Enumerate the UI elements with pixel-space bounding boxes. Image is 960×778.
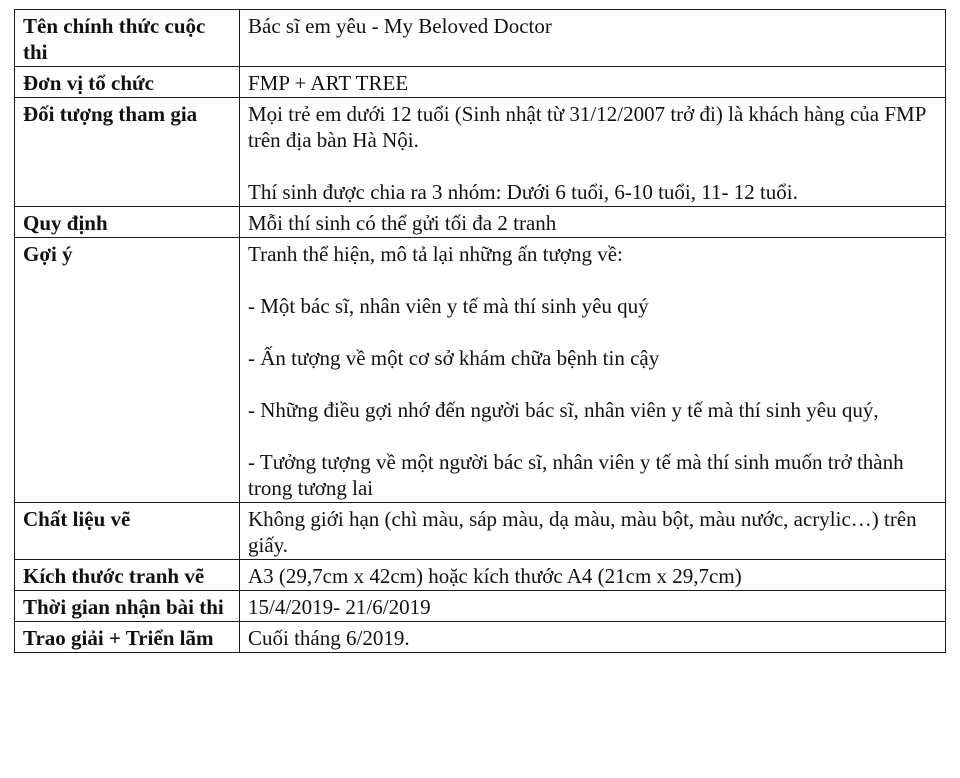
table-row [15, 67, 946, 98]
table-row [15, 622, 946, 653]
value-paragraph: - Một bác sĩ, nhân viên y tế mà thí sinh yêu quý [248, 294, 649, 318]
row-label: Đối tượng tham gia [15, 98, 240, 207]
row-value [240, 207, 946, 238]
table-row [15, 10, 946, 67]
row-label: Chất liệu vẽ [15, 503, 240, 560]
table-row [15, 98, 946, 207]
value-paragraph: Không giới hạn (chì màu, sáp màu, dạ màu, màu bột, màu nước, acrylic…) trên giấy. [248, 507, 917, 557]
value-paragraph: Thí sinh được chia ra 3 nhóm: Dưới 6 tuổi, 6-10 tuổi, 11- 12 tuổi. [248, 180, 798, 204]
contest-info-document [14, 9, 946, 653]
row-value [240, 10, 946, 67]
row-value [240, 238, 946, 503]
value-paragraph: Bác sĩ em yêu - My Beloved Doctor [248, 14, 552, 38]
table-row [15, 591, 946, 622]
row-label: Trao giải + Triển lãm [15, 622, 240, 653]
table-row [15, 560, 946, 591]
row-value [240, 67, 946, 98]
value-paragraph: Tranh thể hiện, mô tả lại những ấn tượng về: [248, 242, 623, 266]
row-value [240, 560, 946, 591]
table-row [15, 207, 946, 238]
table-row [15, 238, 946, 503]
value-paragraph: Cuối tháng 6/2019. [248, 626, 410, 650]
table-row [15, 503, 946, 560]
value-paragraph: Mỗi thí sinh có thể gửi tối đa 2 tranh [248, 211, 557, 235]
row-label: Đơn vị tổ chức [15, 67, 240, 98]
row-value [240, 98, 946, 207]
row-label: Quy định [15, 207, 240, 238]
row-label: Thời gian nhận bài thi [15, 591, 240, 622]
value-paragraph: - Những điều gợi nhớ đến người bác sĩ, nhân viên y tế mà thí sinh yêu quý, [248, 398, 879, 422]
row-label: Gợi ý [15, 238, 240, 503]
row-value [240, 591, 946, 622]
row-value [240, 503, 946, 560]
value-paragraph: FMP + ART TREE [248, 71, 409, 95]
value-paragraph: 15/4/2019- 21/6/2019 [248, 595, 431, 619]
value-paragraph: Mọi trẻ em dưới 12 tuổi (Sinh nhật từ 31/12/2007 trở đi) là khách hàng của FMP trên địa bàn Hà Nội. [248, 102, 926, 152]
row-label: Kích thước tranh vẽ [15, 560, 240, 591]
contest-info-table [14, 9, 946, 653]
row-label: Tên chính thức cuộc thi [15, 10, 240, 67]
value-paragraph: - Tưởng tượng về một người bác sĩ, nhân viên y tế mà thí sinh muốn trở thành trong tương lai [248, 450, 904, 500]
row-value [240, 622, 946, 653]
value-paragraph: - Ấn tượng về một cơ sở khám chữa bệnh tin cậy [248, 346, 660, 370]
value-paragraph: A3 (29,7cm x 42cm) hoặc kích thước A4 (21cm x 29,7cm) [248, 564, 742, 588]
